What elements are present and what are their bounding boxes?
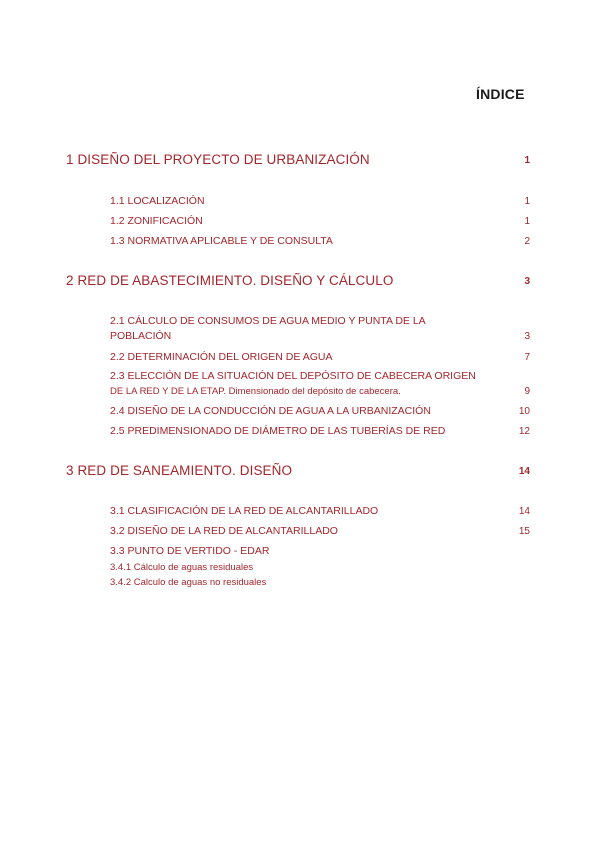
toc-section-label: 1 DISEÑO DEL PROYECTO DE URBANIZACIÓN: [66, 152, 370, 167]
toc-page-number: 14: [518, 506, 530, 517]
toc-page-number: 2: [524, 236, 530, 247]
toc-page-number: 14: [518, 466, 530, 477]
toc-item-label: 3.2 DISEÑO DE LA RED DE ALCANTARILLADO: [110, 525, 338, 537]
toc-page-number: 1: [524, 196, 530, 207]
toc-item-label: 1.1 LOCALIZACIÓN: [110, 195, 205, 207]
toc-item-label-line1: 2.1 CÁLCULO DE CONSUMOS DE AGUA MEDIO Y PUNTA DE LA: [110, 315, 426, 327]
toc-item-label: 2.2 DETERMINACIÓN DEL ORIGEN DE AGUA: [110, 351, 333, 363]
toc-item-2-2[interactable]: [110, 350, 530, 365]
toc-item-label-line2: POBLACIÓN: [110, 330, 172, 342]
toc-page-number: 15: [518, 526, 530, 537]
toc-section-2[interactable]: [66, 273, 530, 293]
toc-item-3-4-2[interactable]: [110, 575, 530, 590]
toc-item-label: 1.3 NORMATIVA APLICABLE Y DE CONSULTA: [110, 235, 333, 247]
toc-page-number: 1: [524, 216, 530, 227]
toc-item-2-5[interactable]: [110, 424, 530, 439]
toc-section-label: 3 RED DE SANEAMIENTO. DISEÑO: [66, 463, 293, 478]
toc-item-1-3[interactable]: [110, 234, 530, 249]
toc-item-label: 2.5 PREDIMENSIONADO DE DIÁMETRO DE LAS TUBERÍAS DE RED: [110, 425, 446, 437]
toc-item-3-4-1[interactable]: [110, 560, 530, 575]
toc-page-number: 9: [524, 386, 530, 397]
toc-item-3-3[interactable]: [110, 544, 530, 559]
toc-item-label: 3.4.2 Calculo de aguas no residuales: [110, 577, 267, 588]
toc-page-number: 12: [518, 426, 530, 437]
toc-item-label: 2.4 DISEÑO DE LA CONDUCCIÓN DE AGUA A LA URBANIZACIÓN: [110, 405, 431, 417]
toc-item-label: 3.3 PUNTO DE VERTIDO - EDAR: [110, 545, 270, 557]
toc-item-2-1[interactable]: [110, 314, 530, 344]
toc-item-label-line1: 2.3 ELECCIÓN DE LA SITUACIÓN DEL DEPÓSITO DE CABECERA ORIGEN: [110, 370, 476, 382]
toc-item-2-4[interactable]: [110, 404, 530, 419]
toc-item-2-3[interactable]: [110, 369, 530, 399]
toc-item-label-line2: DE LA RED Y DE LA ETAP. Dimensionado del depósito de cabecera.: [110, 386, 401, 397]
toc-page-number: 1: [524, 155, 530, 166]
toc-page-number: 3: [524, 331, 530, 342]
page-title: ÍNDICE: [476, 86, 525, 102]
toc-item-3-2[interactable]: [110, 524, 530, 539]
toc-page-number: 7: [524, 352, 530, 363]
toc-item-1-2[interactable]: [110, 214, 530, 229]
toc-item-label: 3.4.1 Cálculo de aguas residuales: [110, 562, 254, 573]
toc-section-1[interactable]: [66, 152, 530, 172]
toc-section-3[interactable]: [66, 463, 530, 483]
toc-section-label: 2 RED DE ABASTECIMIENTO. DISEÑO Y CÁLCULO: [66, 273, 394, 288]
toc-item-label: 3.1 CLASIFICACIÓN DE LA RED DE ALCANTARILLADO: [110, 505, 379, 517]
toc-item-label: 1.2 ZONIFICACIÓN: [110, 215, 203, 227]
toc-item-3-1[interactable]: [110, 504, 530, 519]
toc-item-1-1[interactable]: [110, 194, 530, 209]
toc-page-number: 10: [518, 406, 530, 417]
toc-page-number: 3: [524, 276, 530, 287]
